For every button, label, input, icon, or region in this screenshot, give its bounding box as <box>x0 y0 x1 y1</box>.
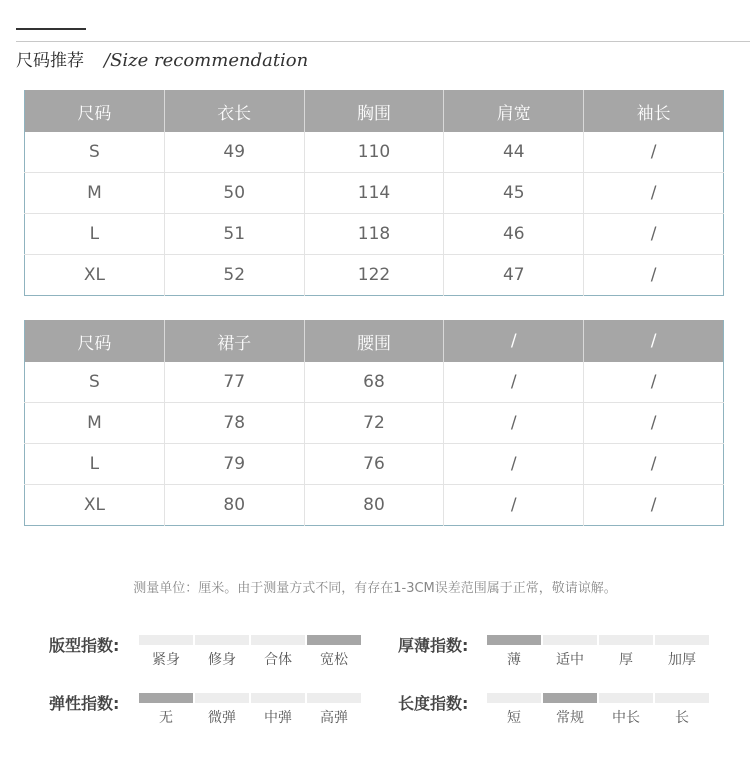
length-option-label: 长 <box>675 710 689 726</box>
table-cell: / <box>444 403 584 444</box>
col-header-size: 尺码 <box>25 90 165 132</box>
top-divider <box>16 41 750 42</box>
table-cell: S <box>25 362 165 403</box>
elasticity-option-label: 无 <box>159 710 173 726</box>
thickness-index-scale <box>487 635 709 669</box>
table-cell: 118 <box>304 214 444 255</box>
fit-option <box>307 635 361 669</box>
thickness-option <box>487 635 541 669</box>
table-row <box>25 255 724 296</box>
elasticity-option-label: 微弹 <box>208 710 236 726</box>
scale-bar <box>195 693 249 703</box>
length-index-scale <box>487 693 709 727</box>
col-header-length: 衣长 <box>164 90 304 132</box>
table-cell: XL <box>25 485 165 526</box>
thickness-option-label: 适中 <box>556 652 584 668</box>
length-option-label: 短 <box>507 710 521 726</box>
section-title: 尺码推荐 <box>16 51 84 71</box>
length-index-label: 长度指数: <box>398 694 469 713</box>
table-cell: 52 <box>164 255 304 296</box>
table-cell: L <box>25 214 165 255</box>
table-header-row <box>25 320 724 362</box>
table-cell: / <box>584 255 724 296</box>
table-cell: L <box>25 444 165 485</box>
table-cell: M <box>25 403 165 444</box>
col-header-bust: 胸围 <box>304 90 444 132</box>
fit-option <box>251 635 305 669</box>
length-option <box>487 693 541 727</box>
thickness-option <box>599 635 653 669</box>
scale-bar <box>139 693 193 703</box>
col-header-sleeve: 袖长 <box>584 90 724 132</box>
table-cell: 51 <box>164 214 304 255</box>
table-cell: 80 <box>164 485 304 526</box>
fit-option-label: 修身 <box>208 652 236 668</box>
col-header-size: 尺码 <box>25 320 165 362</box>
size-table-bottom <box>24 320 724 526</box>
table-cell: 110 <box>304 132 444 173</box>
table-cell: / <box>584 173 724 214</box>
length-option <box>543 693 597 727</box>
table-row <box>25 444 724 485</box>
thickness-option-label: 加厚 <box>668 652 696 668</box>
thickness-option-label: 薄 <box>507 652 521 668</box>
table-cell: 78 <box>164 403 304 444</box>
elasticity-option <box>139 693 193 727</box>
table-cell: 46 <box>444 214 584 255</box>
scale-bar <box>487 693 541 703</box>
table-cell: / <box>584 485 724 526</box>
col-header-shoulder: 肩宽 <box>444 90 584 132</box>
table-row <box>25 132 724 173</box>
table-cell: 114 <box>304 173 444 214</box>
elasticity-index-label: 弹性指数: <box>49 694 120 713</box>
elasticity-option-label: 高弹 <box>320 710 348 726</box>
thickness-index-label: 厚薄指数: <box>398 636 469 655</box>
section-subtitle: /Size recommendation <box>104 50 309 71</box>
fit-option-label: 合体 <box>264 652 292 668</box>
fit-option-label: 宽松 <box>320 652 348 668</box>
col-header-skirt: 裙子 <box>164 320 304 362</box>
table-row <box>25 173 724 214</box>
elasticity-option-label: 中弹 <box>264 710 292 726</box>
scale-bar <box>307 635 361 645</box>
table-cell: XL <box>25 255 165 296</box>
scale-bar <box>599 635 653 645</box>
scale-bar <box>599 693 653 703</box>
table-cell: 45 <box>444 173 584 214</box>
table-row <box>25 214 724 255</box>
table-cell: / <box>650 142 657 162</box>
scale-bar <box>251 635 305 645</box>
table-cell: 77 <box>164 362 304 403</box>
table-cell: 76 <box>304 444 444 485</box>
elasticity-option <box>307 693 361 727</box>
col-header-empty: / <box>584 320 724 362</box>
table-cell: / <box>444 444 584 485</box>
fit-index-label: 版型指数: <box>49 636 120 655</box>
length-option-label: 中长 <box>612 710 640 726</box>
scale-bar <box>251 693 305 703</box>
thickness-option <box>543 635 597 669</box>
fit-option <box>139 635 193 669</box>
col-header-empty: / <box>444 320 584 362</box>
elasticity-option <box>195 693 249 727</box>
size-table-top <box>24 90 724 296</box>
table-row <box>25 362 724 403</box>
length-option-label: 常规 <box>556 710 584 726</box>
top-accent-line <box>16 28 86 30</box>
fit-option <box>195 635 249 669</box>
section-header <box>16 49 308 73</box>
table-row <box>25 485 724 526</box>
fit-option-label: 紧身 <box>152 652 180 668</box>
measurement-note: 测量单位：厘米。由于测量方式不同，有存在1-3CM误差范围属于正常，敬请谅解。 <box>133 581 617 596</box>
scale-bar <box>307 693 361 703</box>
scale-bar <box>543 693 597 703</box>
table-row <box>25 403 724 444</box>
table-cell: / <box>650 372 657 392</box>
table-cell: 44 <box>444 132 584 173</box>
table-cell: S <box>25 132 165 173</box>
table-cell: 79 <box>164 444 304 485</box>
table-cell: / <box>584 444 724 485</box>
scale-bar <box>655 635 709 645</box>
table-cell: M <box>25 173 165 214</box>
table-cell: 122 <box>304 255 444 296</box>
table-cell: 50 <box>164 173 304 214</box>
scale-bar <box>543 635 597 645</box>
fit-index-scale <box>139 635 361 669</box>
scale-bar <box>487 635 541 645</box>
col-header-waist: 腰围 <box>304 320 444 362</box>
length-option <box>655 693 709 727</box>
thickness-option <box>655 635 709 669</box>
table-cell: 68 <box>304 362 444 403</box>
table-cell: / <box>444 485 584 526</box>
scale-bar <box>139 635 193 645</box>
elasticity-option <box>251 693 305 727</box>
scale-bar <box>655 693 709 703</box>
table-cell: 72 <box>304 403 444 444</box>
table-cell: 80 <box>304 485 444 526</box>
table-cell: / <box>584 214 724 255</box>
table-cell: 47 <box>444 255 584 296</box>
table-cell: 49 <box>164 132 304 173</box>
table-cell: / <box>584 403 724 444</box>
length-option <box>599 693 653 727</box>
thickness-option-label: 厚 <box>619 652 633 668</box>
scale-bar <box>195 635 249 645</box>
table-cell: / <box>444 362 584 403</box>
elasticity-index-scale <box>139 693 361 727</box>
table-header-row <box>25 90 724 132</box>
